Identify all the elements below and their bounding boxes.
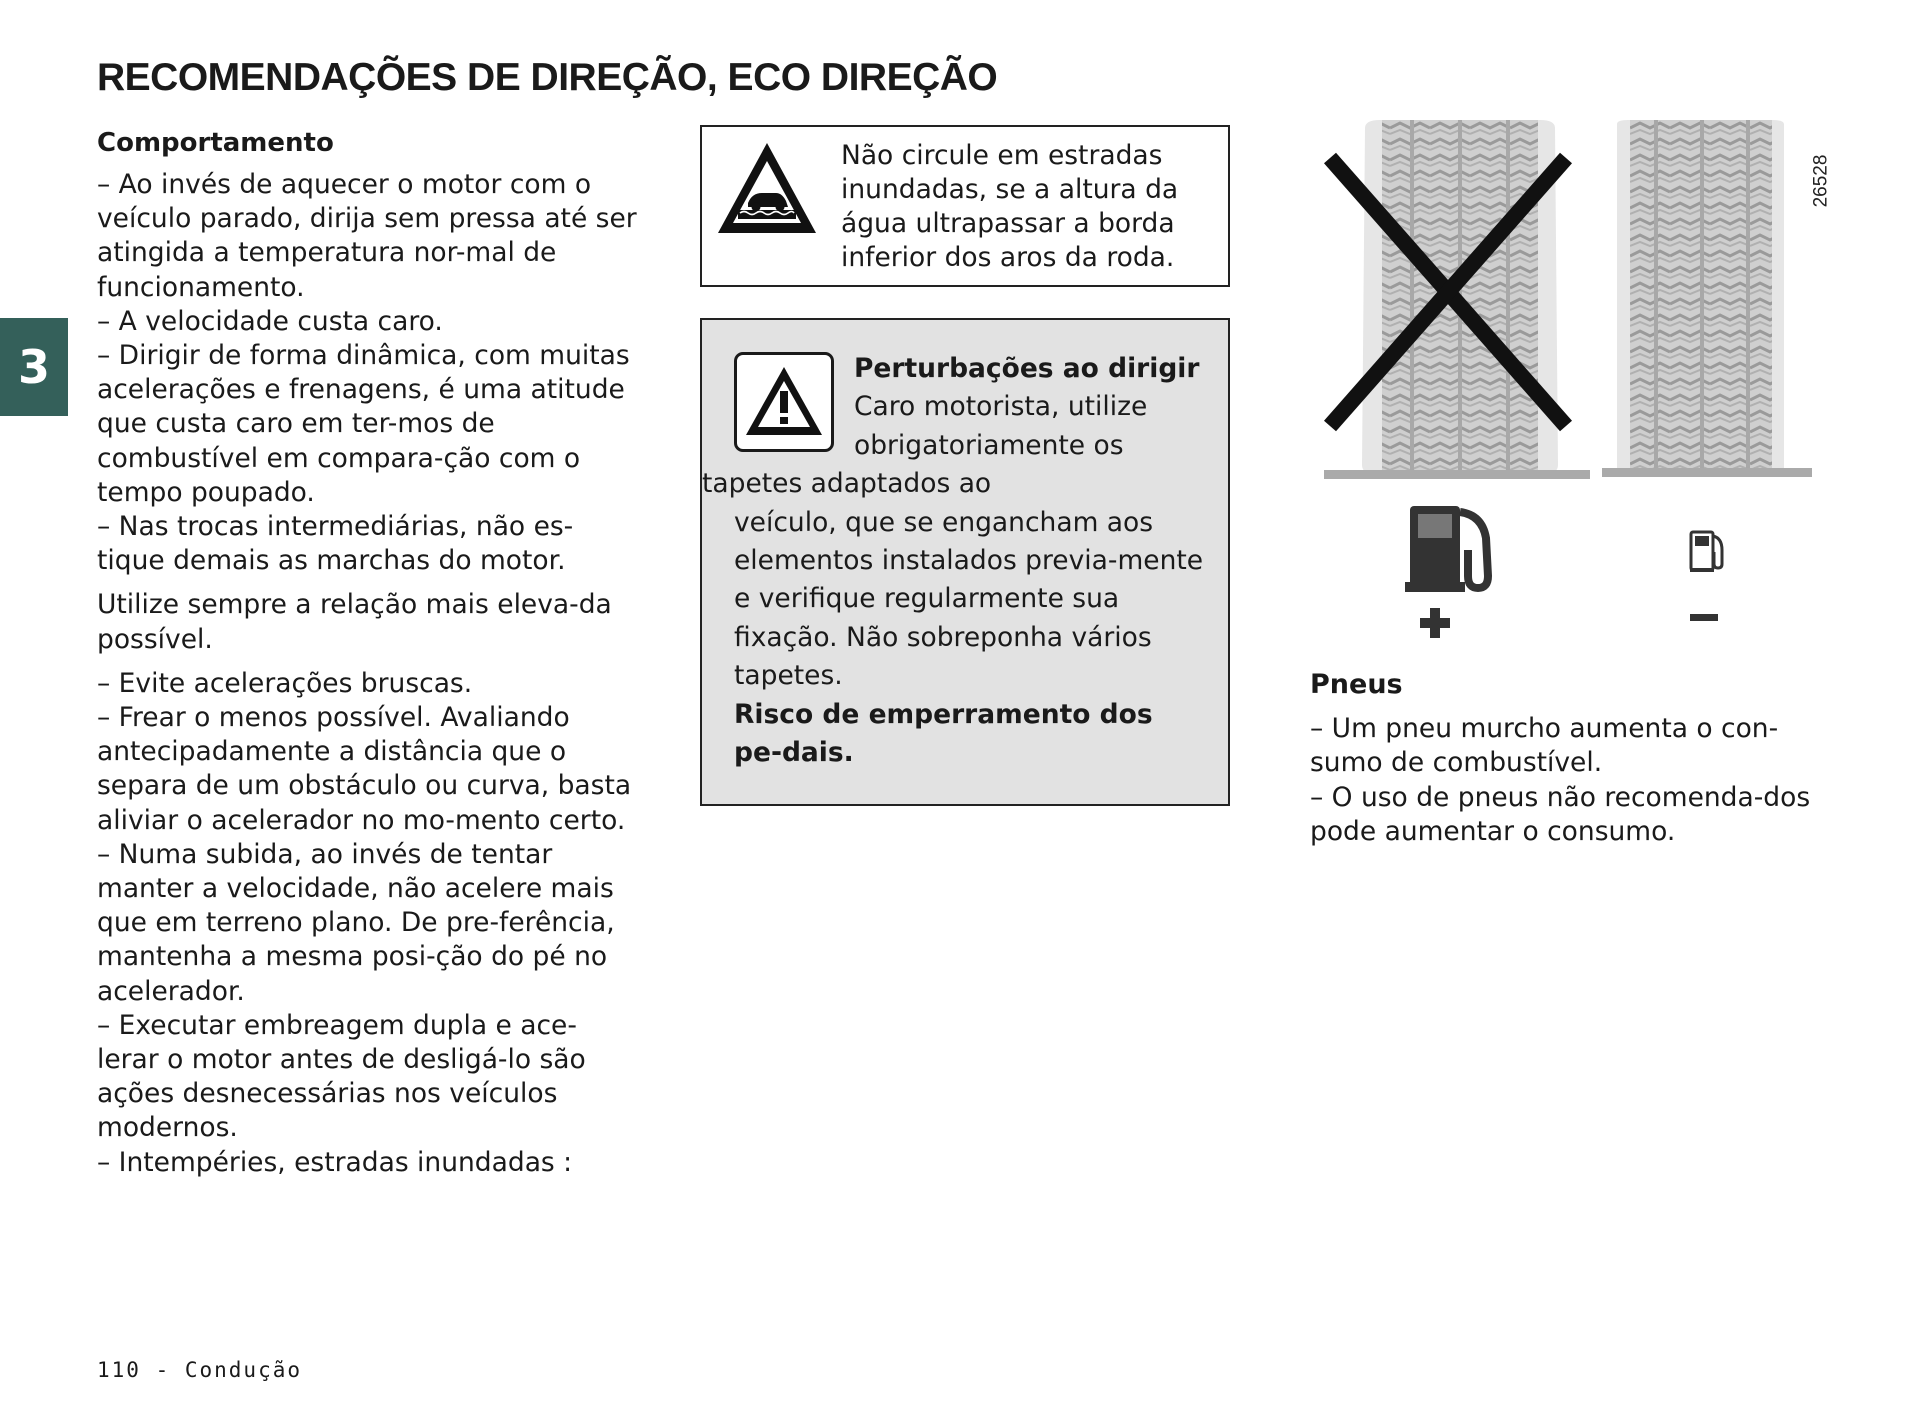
paragraph: – Ao invés de aquecer o motor com o veículo parado, dirija sem pressa até ser atingida a temperatura nor-mal de funcionamento.	[97, 169, 637, 303]
exclamation-warning-icon	[734, 352, 834, 452]
page-title: RECOMENDAÇÕES DE DIREÇÃO, ECO DIREÇÃO	[97, 56, 998, 99]
correct-tire	[1602, 120, 1812, 477]
exclamation-triangle-icon	[742, 363, 826, 441]
chapter-tab: 3	[0, 318, 68, 416]
flood-warning-text: Não circule em estradas inundadas, se a altura da água ultrapassar a borda inferior dos aros da roda.	[841, 140, 1179, 273]
paragraph: Utilize sempre a relação mais eleva-da possível.	[97, 589, 612, 655]
page-footer: 110 - Condução	[97, 1358, 303, 1382]
paragraph: – Dirigir de forma dinâmica, com muitas acelerações e frenagens, é uma atitude que custa caro em ter-mos de combustível em compara-ção com o tempo poupado.	[97, 340, 630, 508]
paragraph: – Nas trocas intermediárias, não es-tique demais as marchas do motor.	[97, 511, 574, 577]
paragraph: – Executar embreagem dupla e ace-lerar o motor antes de desligá-lo são ações desnecessárias nos veículos modernos.	[97, 1009, 586, 1144]
fuel-pump-large-icon	[1405, 506, 1488, 638]
mat-warning-risk: Risco de emperramento dos pe-dais.	[734, 698, 1153, 769]
mat-warning-heading: Perturbações ao dirigir	[854, 353, 1200, 384]
tire-comparison-figure	[1310, 120, 1830, 650]
flood-warning-box	[700, 125, 1230, 287]
paragraph: – Um pneu murcho aumenta o con-sumo de combustível.	[1310, 713, 1779, 779]
comportamento-heading: Comportamento	[97, 128, 334, 158]
comportamento-section	[97, 126, 637, 1180]
paragraph: – Intempéries, estradas inundadas :	[97, 1146, 573, 1178]
figure-id: 26528	[1810, 154, 1832, 208]
pneus-heading: Pneus	[1310, 669, 1403, 700]
fuel-pump-small-icon	[1690, 532, 1722, 621]
flood-warning-triangle-icon	[712, 137, 822, 242]
pneus-section	[1310, 668, 1850, 849]
paragraph: – Frear o menos possível. Avaliando antecipadamente a distância que o separa de um obstáculo ou curva, basta aliviar o acelerador no mo-mento certo.	[97, 702, 632, 836]
paragraph: – O uso de pneus não recomenda-dos pode aumentar o consumo.	[1310, 781, 1811, 847]
mat-warning-text-continued: veículo, que se engancham aos elementos instalados previa-mente e verifique regularmente sua fixação. Não sobreponha vários tapetes.	[734, 506, 1204, 692]
paragraph: – A velocidade custa caro.	[97, 305, 443, 337]
mat-warning-box	[700, 318, 1230, 806]
mat-warning-text: Caro motorista, utilize obrigatoriamente os tapetes adaptados ao	[702, 391, 1148, 500]
paragraph: – Numa subida, ao invés de tentar manter a velocidade, não acelere mais que em terreno plano. De pre-ferência, mantenha a mesma posi-ção do pé no acelerador.	[97, 838, 615, 1007]
paragraph: – Evite acelerações bruscas.	[97, 667, 473, 699]
